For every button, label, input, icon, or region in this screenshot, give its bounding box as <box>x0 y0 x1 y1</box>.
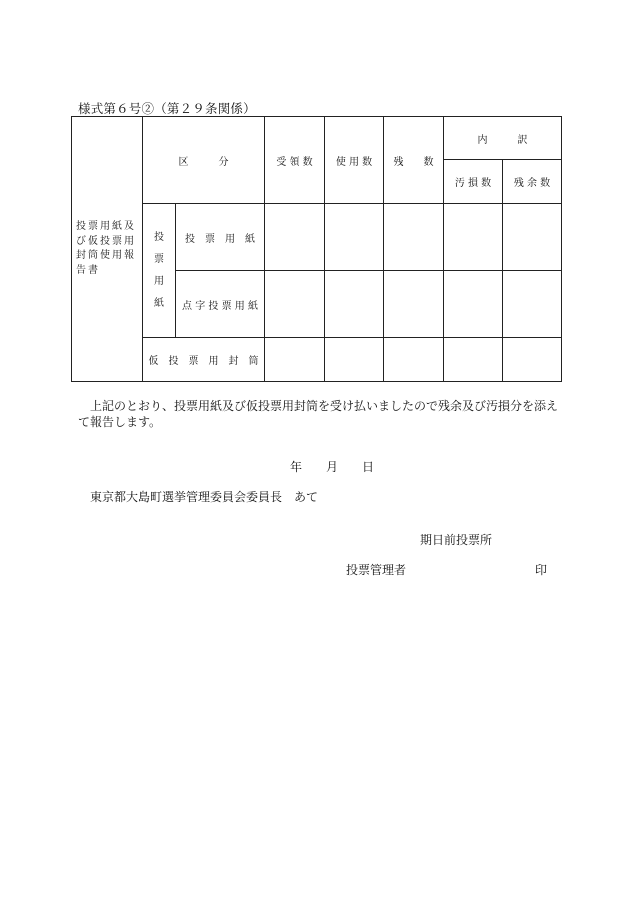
braille-used-cell[interactable] <box>325 271 384 338</box>
header-received: 受 領 数 <box>265 117 325 204</box>
braille-surplus-cell[interactable] <box>503 271 562 338</box>
braille-remaining-cell[interactable] <box>384 271 444 338</box>
manager-label: 投票管理者 <box>346 563 407 577</box>
envelope-surplus-cell[interactable] <box>503 338 562 382</box>
envelope-remaining-cell[interactable] <box>384 338 444 382</box>
seal-mark: 印 <box>535 563 548 577</box>
row-braille-label: 点 字 投 票 用 紙 <box>176 271 265 338</box>
polling-place: 期日前投票所 <box>420 533 493 547</box>
ballot-used-cell[interactable] <box>325 204 384 271</box>
envelope-used-cell[interactable] <box>325 338 384 382</box>
group-ballot-char-3: 用 <box>154 275 164 287</box>
group-ballot-char-1: 投 <box>154 231 164 243</box>
date-line: 年 月 日 <box>290 460 375 474</box>
envelope-received-cell[interactable] <box>265 338 325 382</box>
braille-received-cell[interactable] <box>265 271 325 338</box>
header-kubun: 区 分 <box>143 117 265 204</box>
body-text: 上記のとおり、投票用紙及び仮投票用封筒を受け払いましたので残余及び汚損分を添えて報告します。 <box>78 399 559 429</box>
group-ballot-char-4: 紙 <box>154 297 164 309</box>
row-label: 投票用紙及び仮投票用封筒使用報告書 <box>76 221 136 276</box>
addressee: 東京都大島町選挙管理委員会委員長 あて <box>90 490 319 504</box>
header-surplus: 残 余 数 <box>503 160 562 204</box>
row-label-cell <box>72 117 143 382</box>
header-damaged: 汚 損 数 <box>444 160 503 204</box>
report-table <box>71 116 562 382</box>
group-ballot-cell <box>143 204 176 338</box>
header-remaining: 残 数 <box>384 117 444 204</box>
row-ballot-label: 投 票 用 紙 <box>176 204 265 271</box>
ballot-surplus-cell[interactable] <box>503 204 562 271</box>
ballot-damaged-cell[interactable] <box>444 204 503 271</box>
braille-damaged-cell[interactable] <box>444 271 503 338</box>
form-title: 様式第６号②（第２９条関係） <box>78 101 256 116</box>
ballot-remaining-cell[interactable] <box>384 204 444 271</box>
group-ballot-char-2: 票 <box>154 253 164 265</box>
header-used: 使 用 数 <box>325 117 384 204</box>
header-breakdown: 内 訳 <box>444 117 562 160</box>
envelope-damaged-cell[interactable] <box>444 338 503 382</box>
ballot-received-cell[interactable] <box>265 204 325 271</box>
row-envelope-label: 仮 投 票 用 封 筒 <box>143 338 265 382</box>
